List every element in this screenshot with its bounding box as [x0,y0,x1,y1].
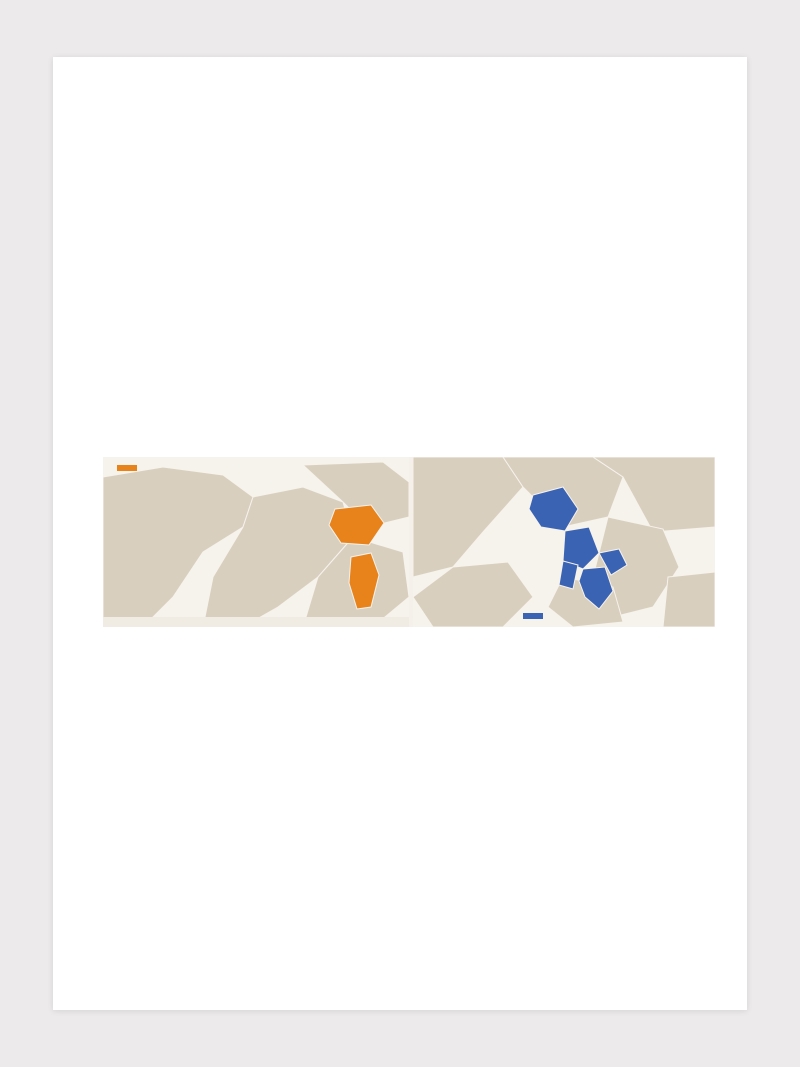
map-east-africa[interactable] [103,457,409,627]
map-tag-southeast-asia [523,613,543,619]
maps-band [103,457,715,627]
map-tag-east-africa [117,465,137,471]
infographic-page [53,57,747,1010]
map-southeast-asia[interactable] [413,457,715,627]
